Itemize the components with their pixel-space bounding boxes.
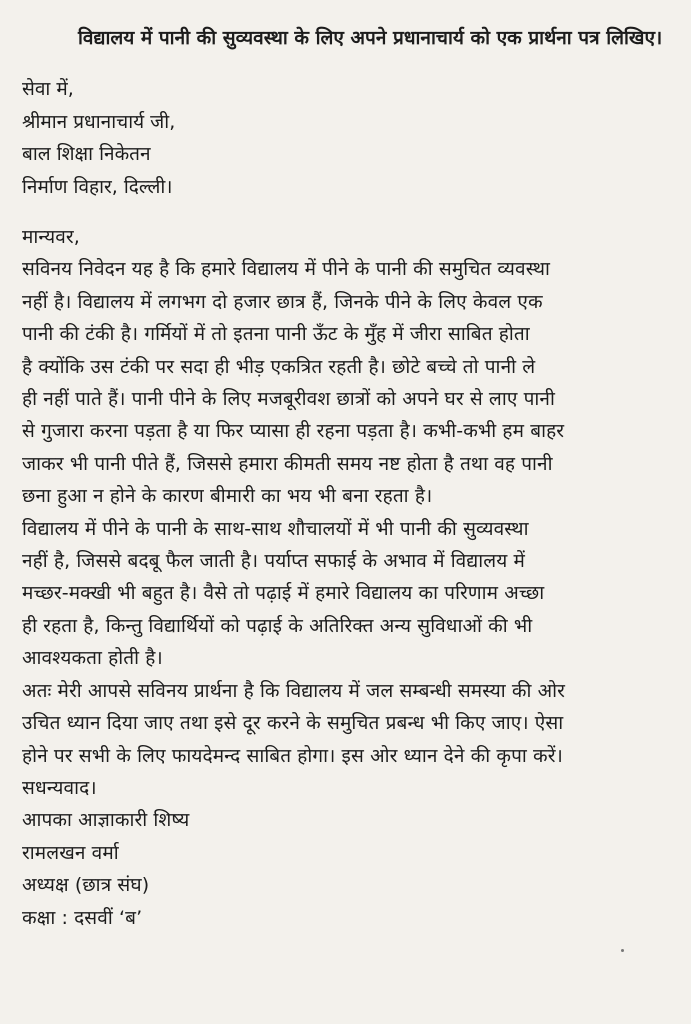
body-line: उचित ध्यान दिया जाए तथा इसे दूर करने के समुचित प्रबन्ध भी किए जाए। ऐसा	[22, 712, 564, 735]
signature-line: अध्यक्ष (छात्र संघ)	[22, 874, 150, 897]
body-line: जाकर भी पानी पीते हैं, जिससे हमारा कीमती समय नष्ट होता है तथा वह पानी	[22, 452, 553, 475]
salutation: मान्यवर,	[22, 226, 80, 248]
body-line: पानी की टंकी है। गर्मियों में तो इतना पानी ऊँट के मुँह में जीरा साबित होता	[22, 323, 530, 346]
address-line: बाल शिक्षा निकेतन	[22, 143, 151, 165]
body-line: मच्छर-मक्खी भी बहुत है। वैसे तो पढ़ाई में हमारे विद्यालय का परिणाम अच्छा	[22, 582, 545, 605]
body-line: है क्योंकि उस टंकी पर सदा ही भीड़ एकत्रित रहती है। छोटे बच्चे तो पानी ले	[22, 355, 536, 378]
body-line: ही नहीं पाते हैं। पानी पीने के लिए मजबूरीवश छात्रों को अपने घर से लाए पानी	[22, 388, 555, 411]
body-line: से गुजारा करना पड़ता है या फिर प्यासा ही रहना पड़ता है। कभी-कभी हम बाहर	[22, 420, 565, 443]
body-line: ही रहता है, किन्तु विद्यार्थियों को पढ़ाई के अतिरिक्त अन्य सुविधाओं की भी	[22, 614, 533, 637]
address-line: सेवा में,	[22, 78, 74, 100]
body-line: सविनय निवेदन यह है कि हमारे विद्यालय में पीने के पानी की समुचित व्यवस्था	[22, 258, 550, 281]
body-line: छना हुआ न होने के कारण बीमारी का भय भी बना रहता है।	[22, 485, 433, 508]
body-line: आवश्यकता होती है।	[22, 647, 163, 670]
signature-line: कक्षा : दसवीं ‘ब’	[22, 906, 143, 929]
body-line: अतः मेरी आपसे सविनय प्रार्थना है कि विद्यालय में जल सम्बन्धी समस्या की ओर	[22, 679, 566, 702]
body-line: नहीं है। विद्यालय में लगभग दो हजार छात्र हैं, जिनके पीने के लिए केवल एक	[22, 290, 543, 313]
print-speck	[621, 949, 624, 952]
question-heading: विद्यालय में पानी की सुव्यवस्था के लिए अपने प्रधानाचार्य को एक प्रार्थना पत्र लिखिए।	[78, 27, 663, 49]
letter-body	[22, 221, 681, 804]
body-line: होने पर सभी के लिए फायदेमन्द साबित होगा। इस ओर ध्यान देने की कृपा करें।	[22, 744, 563, 767]
signature-line: रामलखन वर्मा	[22, 841, 119, 864]
address-line: श्रीमान प्रधानाचार्य जी,	[22, 110, 176, 133]
signature-block	[22, 804, 681, 934]
body-line: नहीं है, जिससे बदबू फैल जाती है। पर्याप्त सफाई के अभाव में विद्यालय में	[22, 550, 525, 573]
body-line: विद्यालय में पीने के पानी के साथ-साथ शौचालयों में भी पानी की सुव्यवस्था	[22, 517, 529, 540]
address-line: निर्माण विहार, दिल्ली।	[22, 175, 173, 198]
address-block	[22, 73, 681, 203]
signature-line: आपका आज्ञाकारी शिष्य	[22, 809, 190, 832]
closing-thanks: सधन्यवाद।	[22, 776, 97, 799]
